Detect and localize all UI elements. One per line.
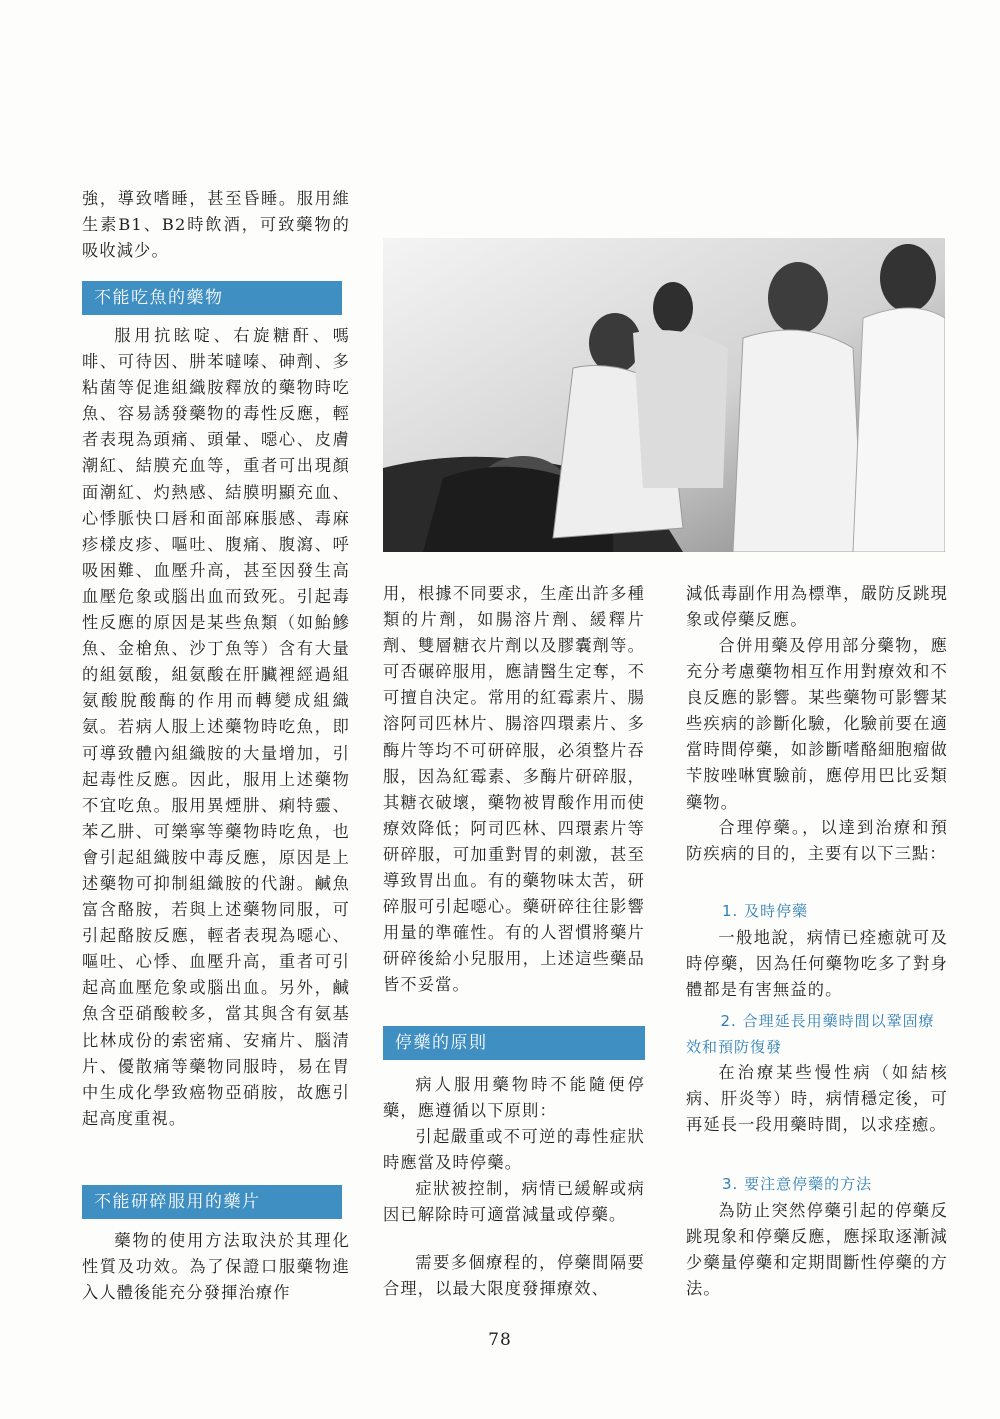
col3-p1: 減低毒副作用為標準，嚴防反跳現象或停藥反應。 bbox=[686, 584, 948, 630]
subheading-timely-stop: 1. 及時停藥 bbox=[722, 902, 809, 920]
section-heading-no-crush: 不能研碎服用的藥片 bbox=[82, 1185, 342, 1219]
col3-extend-medication-body: 在治療某些慢性病（如結核病、肝炎等）時，病情穩定後，可再延長一段用藥時間，以求痊癒。 bbox=[686, 1063, 948, 1135]
page-number: 78 bbox=[488, 1330, 512, 1350]
stop-principles-p1: 病人服用藥物時不能隨便停藥，應遵循以下原則： bbox=[383, 1075, 645, 1121]
col2-continued-paragraph: 用，根據不同要求，生產出許多種類的片劑，如腸溶片劑、緩釋片劑、雙層糖衣片劑以及膠囊劑等。可否碾碎服用，應請醫生定奪，不可擅自決定。常用的紅霉素片、腸溶阿司匹林片、腸溶四環素片、多酶片等均不可研碎服，必須整片吞服，因為紅霉素、多酶片研碎服，其糖衣破壞，藥物被胃酸作用而使療效降低；阿司匹林、四環素片等研碎服，可加重對胃的刺激，甚至導致胃出血。有的藥物味太苦，研碎服可引起噁心。藥研碎往往影響用量的準確性。有的人習慣將藥片研碎後給小兒服用，上述這些藥品皆不妥當。 bbox=[383, 584, 645, 995]
section-heading-stop-principles: 停藥的原則 bbox=[383, 1026, 645, 1060]
col3-p2: 合併用藥及停用部分藥物，應充分考慮藥物相互作用對療效和不良反應的影響。某些藥物可影響某些疾病的診斷化驗，化驗前要在適當時間停藥，如診斷嗜酪細胞瘤做苄胺唑啉實驗前，應停用巴比妥類藥物。 bbox=[686, 636, 948, 812]
photo-illustration bbox=[383, 238, 945, 552]
col3-timely-stop-body: 一般地說，病情已痊癒就可及時停藥，因為任何藥物吃多了對身體都是有害無益的。 bbox=[686, 928, 948, 1000]
subheading-stop-method: 3. 要注意停藥的方法 bbox=[722, 1175, 873, 1193]
stop-principles-p4: 需要多個療程的，停藥間隔要合理，以最大限度發揮療效、 bbox=[383, 1253, 645, 1299]
section-body-no-crush: 藥物的使用方法取決於其理化性質及功效。為了保證口服藥物進入人體後能充分發揮治療作 bbox=[82, 1231, 350, 1303]
col3-stop-method-body: 為防止突然停藥引起的停藥反跳現象和停藥反應，應採取逐漸減少藥量停藥和定期間斷性停藥的方法。 bbox=[686, 1201, 948, 1299]
section-body-no-fish: 服用抗眩啶、右旋糖酐、嗎啡、可待因、肼苯噠嗪、砷劑、多粘菌等促進組織胺釋放的藥物時吃魚、容易誘發藥物的毒性反應，輕者表現為頭痛、頭暈、噁心、皮膚潮紅、結膜充血等，重者可出現顏面潮紅、灼熱感、結膜明顯充血、心悸脈快口唇和面部麻脹感、毒麻疹樣皮疹、嘔吐、腹痛、腹瀉、呼吸困難、血壓升高，甚至因發生高血壓危象或腦出血而致死。引起毒性反應的原因是某些魚類（如鮐鰺魚、金槍魚、沙丁魚等）含有大量的組氨酸，組氨酸在肝臟裡經過組氨酸脫酸酶的作用而轉變成組織氨。若病人服上述藥物時吃魚，即可導致體內組織胺的大量增加，引起毒性反應。因此，服用上述藥物不宜吃魚。服用異煙肼、痢特靈、苯乙肼、可樂寧等藥物時吃魚，也會引起組織胺中毒反應，原因是上述藥物可抑制組織胺的代謝。鹹魚富含酪胺，若與上述藥物同服，可引起酪胺反應，輕者表現為噁心、嘔吐、心悸、血壓升高，重者可引起高血壓危象或腦出血。另外，鹹魚含亞硝酸較多，當其與含有氨基比林成份的索密痛、安痛片、腦清片、優散痛等藥物同服時，易在胃中生成化學致癌物亞硝胺，故應引起高度重視。 bbox=[82, 326, 350, 1128]
section-heading-no-fish: 不能吃魚的藥物 bbox=[82, 281, 342, 315]
col3-p3: 合理停藥。，以達到治療和預防疾病的目的，主要有以下三點： bbox=[686, 818, 948, 864]
col1-intro-paragraph: 強，導致嗜睡，甚至昏睡。服用維生素B1、B2時飲酒，可致藥物的吸收減少。 bbox=[82, 189, 350, 261]
stop-principles-p2: 引起嚴重或不可逆的毒性症狀時應當及時停藥。 bbox=[383, 1127, 645, 1173]
subheading-extend-medication: 2. 合理延長用藥時間以鞏固療效和預防復發 bbox=[686, 1012, 935, 1056]
stop-principles-p3: 症狀被控制，病情已緩解或病因已解除時可適當減量或停藥。 bbox=[383, 1179, 645, 1225]
doctors-examining-patient-photo bbox=[383, 238, 945, 552]
